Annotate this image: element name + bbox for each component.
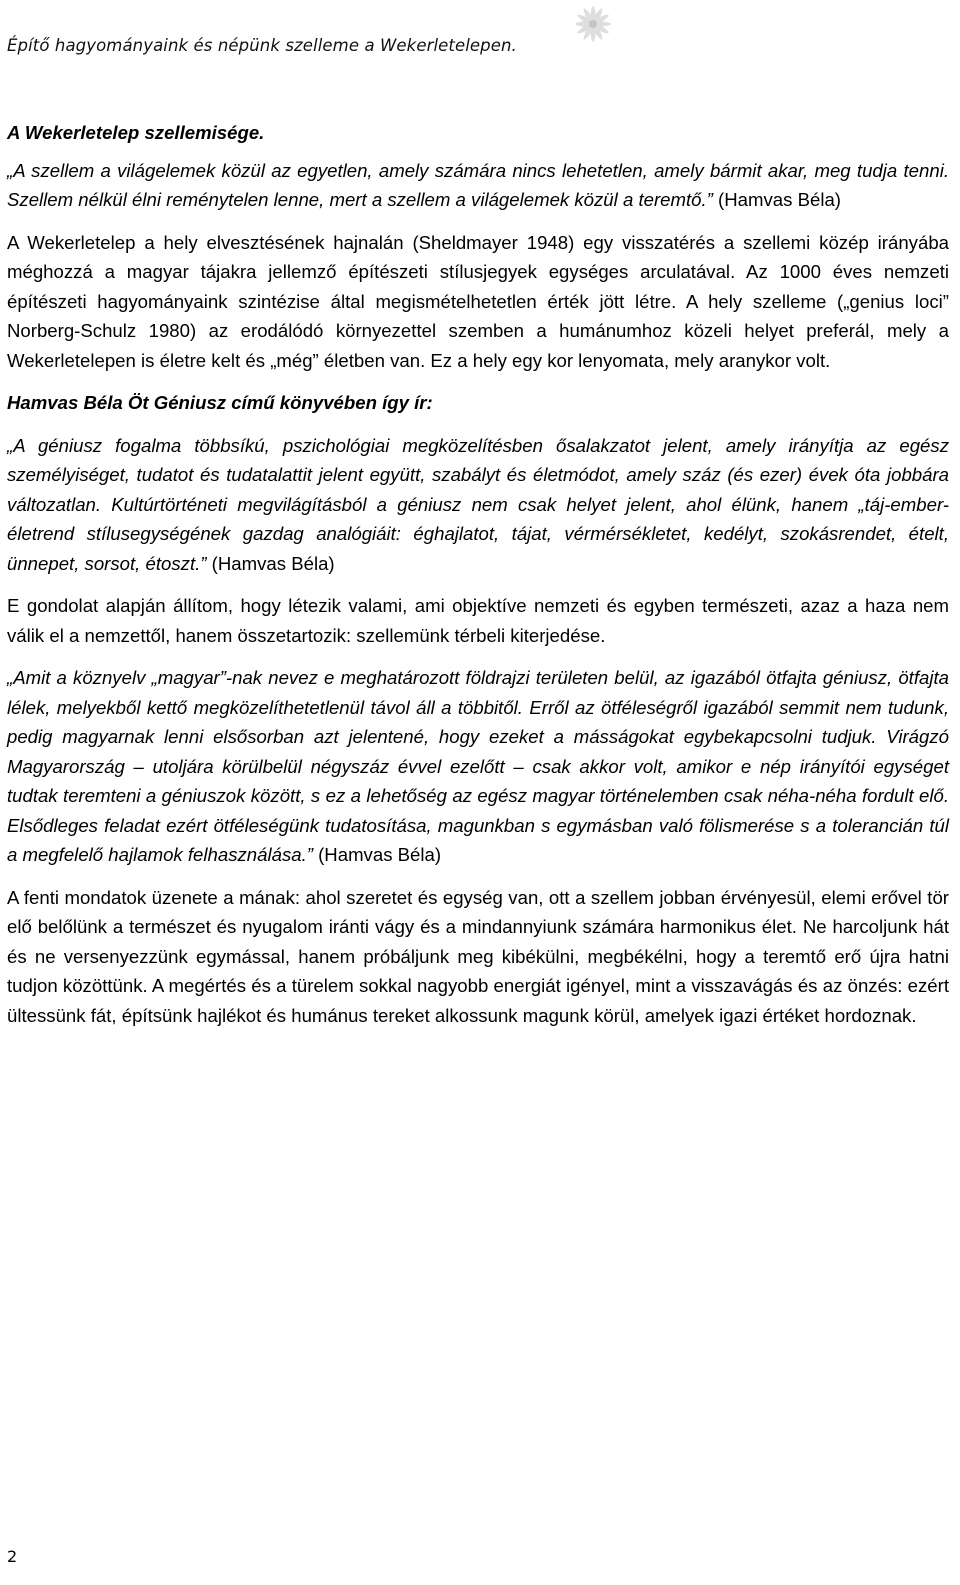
document-body (7, 118, 949, 1030)
quote-block (7, 156, 949, 215)
quote-block (7, 431, 949, 579)
starburst-flower-icon (567, 2, 619, 46)
paragraph: E gondolat alapján állítom, hogy létezik valami, ami objektíve nemzeti és egyben természeti, azaz a haza nem válik el a nemzettől, hanem összetartozik: szellemünk térbeli kiterjedése. (7, 595, 949, 646)
page-number: 2 (7, 1547, 18, 1566)
quote-attribution: (Hamvas Béla) (318, 844, 442, 865)
paragraph: A fenti mondatok üzenete a mának: ahol szeretet és egység van, ott a szellem jobban érvényesül, elemi erővel tör elő belőlünk a természet és nyugalom iránti vágy és a mindannyiunk számára harmonikus élet. Ne harcoljunk hát és ne versenyezzünk egymással, hanem próbáljunk meg kibékülni, megbékélni, hogy a teremtő erő újra hatni tudjon közöttünk. A megértés és a türelem sokkal nagyobb energiát igényel, mint a visszavágás és az önzés: ezért ültessünk fát, építsünk hajlékot és humánus tereket alkossunk magunk körül, amelyek igazi értéket hordoznak. (7, 886, 949, 1026)
quote-attribution: (Hamvas Béla) (718, 189, 841, 210)
quote-text: „A géniusz fogalma többsíkú, pszichológiai megközelítésben ősalakzatot jelent, amely irányítja az egész személyiséget, tudatot és tudatalattit jelent együtt, szabályt és életmódot, amely száz (és ezer) évek óta jobbára változatlan. Kultúrtörténeti megvilágításból a géniusz nem csak helyet jelent, ahol élünk, hanem „táj-ember-életrend stílusegységének gazdag analógiáit: éghajlatot, tájat, vérmérsékletet, kedélyt, szokásrendet, ételt, ünnepet, sorsot, étoszt.” (7, 434, 949, 574)
running-header: Építő hagyományaink és népünk szelleme a Wekerletelepen. (7, 36, 517, 55)
paragraph: A Wekerletelep a hely elvesztésének hajnalán (Sheldmayer 1948) egy visszatérés a szellemi közép irányába méghozzá a magyar tájakra jellemző építészeti stílusjegyek egységes arculatával. Az 1000 éves nemzeti építészeti hagyományaink szintézise által megismételhetetlen érték jött létre. A hely szelleme („genius loci” Norberg-Schulz 1980) az erodálódó környezettel szemben a humánumhoz közeli helyet preferál, mely a Wekerletelepen is életre kelt és „még” életben van. Ez a hely egy kor lenyomata, mely aranykor volt. (7, 231, 949, 371)
quote-attribution: (Hamvas Béla) (211, 552, 335, 574)
document-title: A Wekerletelep szellemisége. (7, 122, 265, 143)
quote-block (7, 663, 949, 870)
quote-text: „Amit a köznyelv „magyar”-nak nevez e meghatározott földrajzi területen belül, az igazából ötfajta géniusz, ötfajta lélek, melyekből kettő megközelíthetetlenül távol áll a többitől. Erről az ötféleségről igazából semmit nem tudunk, pedig magyarnak lenni elsősorban azt jelentené, hogy ezeket a másságokat egybekapcsolni tudjuk. Virágzó Magyarország – utoljára körülbelül négyszáz évvel ezelőtt – csak akkor volt, amikor e nép irányítói egységet tudtak teremteni a géniuszok között, s ez a lehetőség az egész magyar történelemben csak néha-néha fordult elő. Elsődleges feladat ezért ötféleségünk tudatosítása, magunkban s egymásban való fölismerése s a tolerancián túl a megfelelő hajlamok felhasználása.” (7, 667, 949, 865)
quote-text: „A szellem a világelemek közül az egyetlen, amely számára nincs lehetetlen, amely bármit akar, meg tudja tenni. Szellem nélkül élni reménytelen lenne, mert a szellem a világelemek közül a teremtő.” (7, 159, 949, 210)
section-heading: Hamvas Béla Öt Géniusz című könyvében így ír: (7, 392, 433, 413)
